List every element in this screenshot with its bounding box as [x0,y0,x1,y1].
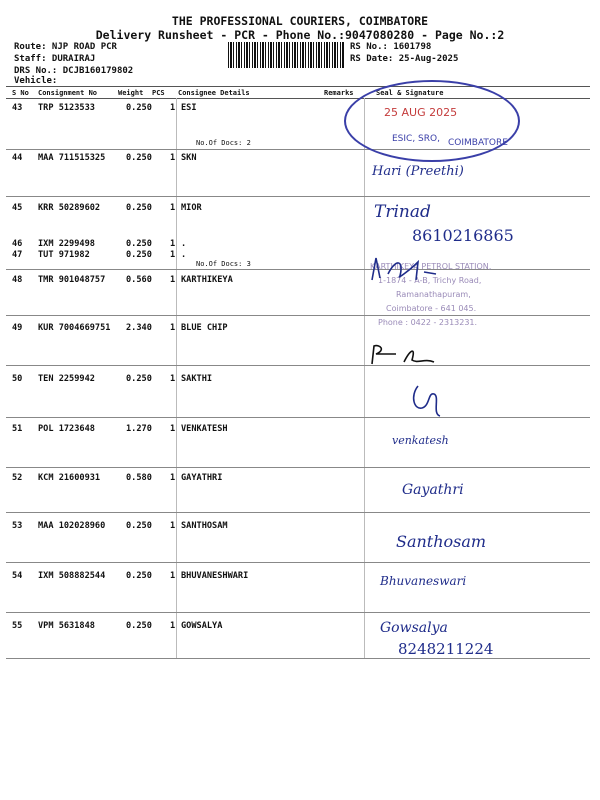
row-45-consignee: MIOR [181,203,202,213]
stamp-org: ESIC, SRO, [392,134,440,144]
signature-row-48 [366,252,466,286]
row-52-pcs: 1 [170,473,176,483]
col-pcs: PCS [152,89,165,97]
phone-row-45: 8610216865 [412,226,514,245]
row-43-weight: 0.250 [126,103,152,113]
row-51-consignee: VENKATESH [181,424,228,434]
row-45-weight: 0.250 [126,203,152,213]
row-55-weight: 0.250 [126,621,152,631]
row-46-weight: 0.250 [126,239,152,249]
row-53-consignment: MAA 102028960 [38,521,106,531]
signature-row-53: Santhosam [396,532,487,551]
table-top-border [6,86,590,87]
row-43-consignment: TRP 5123533 [38,103,95,113]
row-54-consignee: BHUVANESHWARI [181,571,249,581]
consignee-column-rule [176,98,177,658]
row-47-docs: No.Of Docs: 3 [196,260,251,268]
signature-row-50 [404,380,454,420]
rs-number: RS No.: 1601798 [350,42,432,52]
row-43-sno: 43 [12,103,23,113]
vehicle-label: Vehicle: [14,76,58,86]
row-54-weight: 0.250 [126,571,152,581]
row-52-weight: 0.580 [126,473,152,483]
row-53-pcs: 1 [170,521,176,531]
row-43-pcs: 1 [170,103,176,113]
row-55-consignment: VPM 5631848 [38,621,95,631]
company-title: THE PROFESSIONAL COURIERS, COIMBATORE [171,14,429,28]
row-47-consignment: TUT 971982 [38,250,90,260]
col-consignee: Consignee Details [178,89,250,97]
row-divider [6,315,590,316]
row-48-pcs: 1 [170,275,176,285]
row-49-sno: 49 [12,323,23,333]
row-45-pcs: 1 [170,203,176,213]
row-51-consignment: POL 1723648 [38,424,95,434]
row-54-sno: 54 [12,571,23,581]
seal-row-48-line3: Ramanathapuram, [396,290,471,299]
row-55-pcs: 1 [170,621,176,631]
row-48-consignee: KARTHIKEYA [181,275,233,285]
route-label: Route: NJP ROAD PCR [14,42,117,52]
row-49-consignee: BLUE CHIP [181,323,228,333]
row-43-docs: No.Of Docs: 2 [196,139,251,147]
seal-row-48-line4: Coimbatore - 641 045. [386,304,477,313]
row-53-consignee: SANTHOSAM [181,521,228,531]
col-weight: Weight [118,89,144,97]
row-divider [6,467,590,468]
row-48-weight: 0.560 [126,275,152,285]
col-remarks: Remarks [324,89,354,97]
row-divider [6,512,590,513]
barcode [228,42,344,68]
row-44-consignment: MAA 711515325 [38,153,106,163]
col-consignment: Consignment No [38,89,98,97]
esic-stamp [344,80,520,162]
row-divider [6,365,590,366]
row-44-weight: 0.250 [126,153,152,163]
row-divider [6,612,590,613]
row-46-pcs: 1 [170,239,176,249]
seal-row-48-line5: Phone : 0422 - 2313231. [378,318,478,327]
row-49-pcs: 1 [170,323,176,333]
row-divider [6,562,590,563]
row-50-pcs: 1 [170,374,176,384]
row-50-consignee: SAKTHI [181,374,213,384]
row-47-weight: 0.250 [126,250,152,260]
row-47-pcs: 1 [170,250,176,260]
row-51-sno: 51 [12,424,23,434]
row-48-sno: 48 [12,275,23,285]
row-46-consignee: . [181,239,187,249]
signature-row-45: Trinad [374,202,431,222]
row-47-sno: 47 [12,250,23,260]
runsheet-title: Delivery Runsheet - PCR - Phone No.:9047080280 - Page No.:2 [95,28,505,42]
row-divider [6,196,590,197]
row-divider [6,149,590,150]
row-51-pcs: 1 [170,424,176,434]
row-44-consignee: SKN [181,153,197,163]
row-45-consignment: KRR 50289602 [38,203,101,213]
row-52-consignment: KCM 21600931 [38,473,101,483]
signature-row-55: Gowsalya [380,620,448,636]
stamp-date: 25 AUG 2025 [384,106,458,119]
row-47-consignee: . [181,250,187,260]
row-divider [6,269,590,270]
row-52-consignee: GAYATHRI [181,473,223,483]
signature-row-44: Hari (Preethi) [372,164,464,179]
row-divider [6,658,590,659]
signature-row-51: venkatesh [392,434,449,447]
row-50-sno: 50 [12,374,23,384]
stamp-city: COIMBATORE [448,138,508,148]
phone-row-55: 8248211224 [398,640,494,658]
seal-column-rule [364,98,365,658]
row-44-sno: 44 [12,153,23,163]
row-49-consignment: KUR 7004669751 [38,323,111,333]
signature-row-49 [366,340,456,370]
row-52-sno: 52 [12,473,23,483]
row-55-consignee: GOWSALYA [181,621,223,631]
signature-row-54: Bhuvaneswari [380,574,467,588]
row-48-consignment: TMR 901048757 [38,275,106,285]
row-54-pcs: 1 [170,571,176,581]
row-51-weight: 1.270 [126,424,152,434]
row-50-consignment: TEN 2259942 [38,374,95,384]
row-49-weight: 2.340 [126,323,152,333]
row-53-sno: 53 [12,521,23,531]
signature-row-52: Gayathri [402,482,464,498]
row-44-pcs: 1 [170,153,176,163]
row-54-consignment: IXM 508882544 [38,571,106,581]
row-46-consignment: IXM 2299498 [38,239,95,249]
row-43-consignee: ESI [181,103,197,113]
row-53-weight: 0.250 [126,521,152,531]
staff-label: Staff: DURAIRAJ [14,54,96,64]
col-seal: Seal & Signature [376,89,444,97]
row-55-sno: 55 [12,621,23,631]
row-divider [6,417,590,418]
col-sno: S No [12,89,29,97]
row-45-sno: 45 [12,203,23,213]
row-46-sno: 46 [12,239,23,249]
rs-date: RS Date: 25-Aug-2025 [350,54,459,64]
drs-number: DRS No.: DCJB160179802 [14,66,134,76]
seal-row-48-line2: 1-1874 - A-B, Trichy Road, [378,276,482,285]
row-50-weight: 0.250 [126,374,152,384]
seal-row-48-line1: KARTHIKEYA PETROL STATION, [370,262,492,271]
